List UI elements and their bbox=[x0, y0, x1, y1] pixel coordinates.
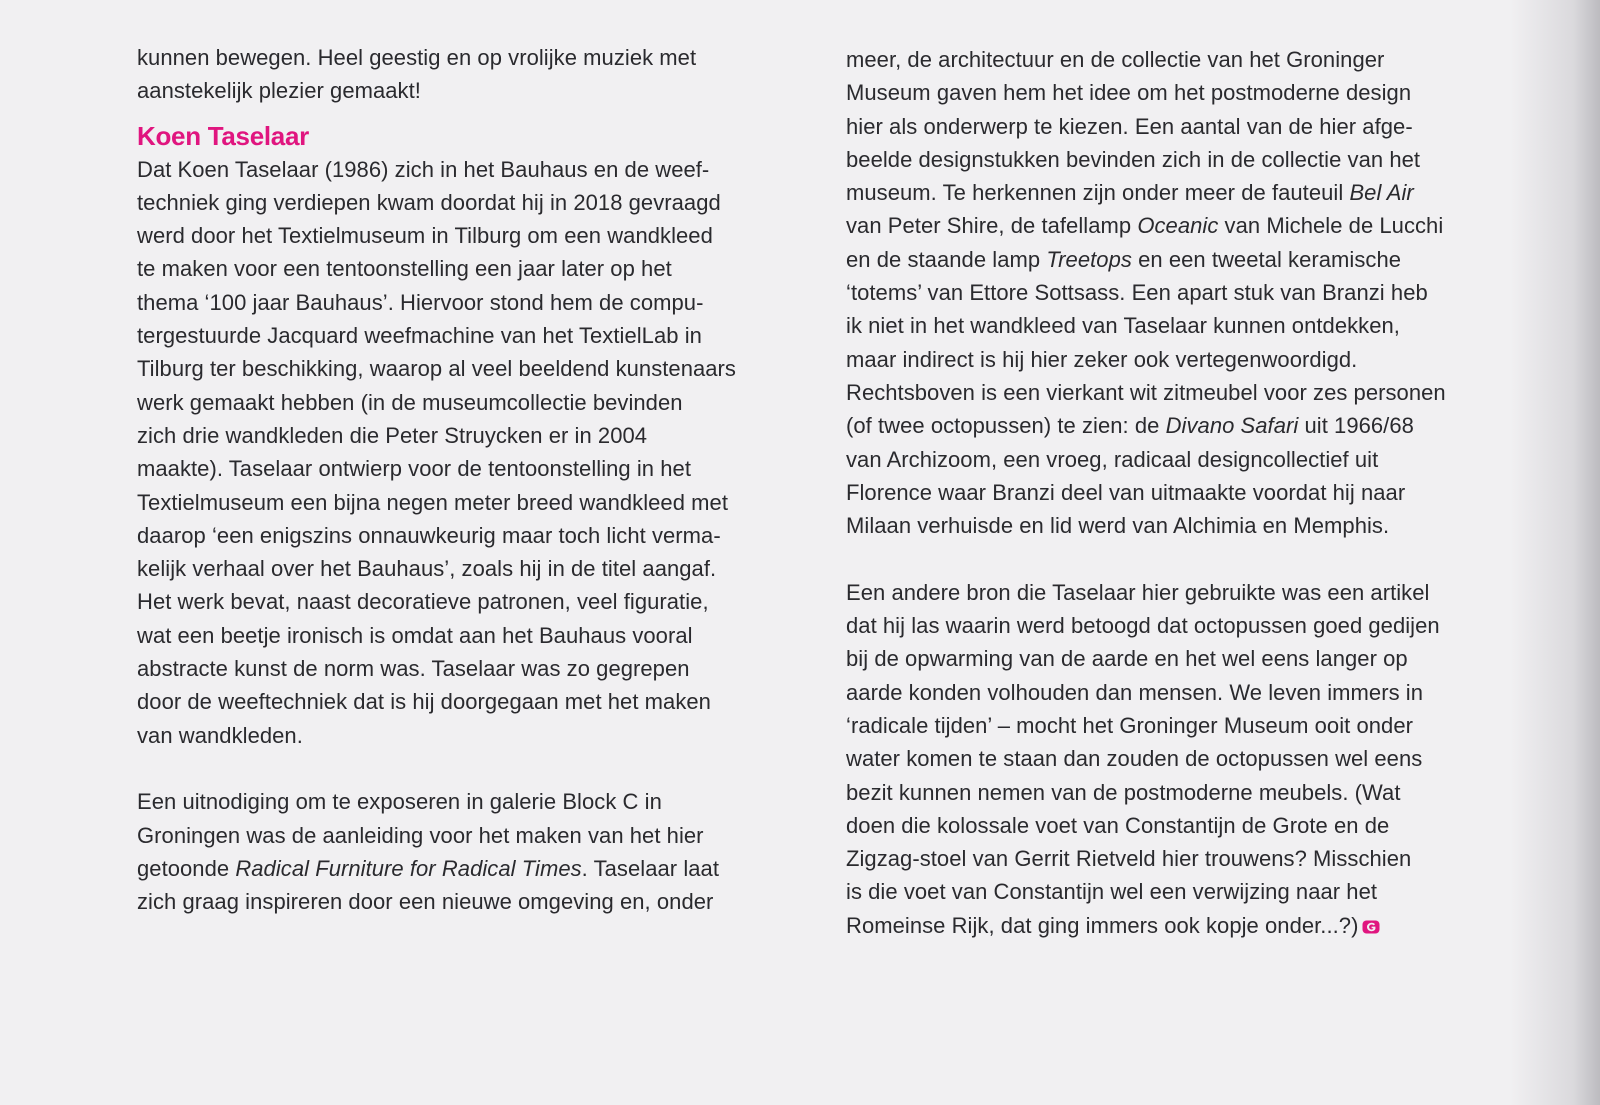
text-run: . Taselaar laat bbox=[581, 855, 719, 881]
body-text-line: meer, de architectuur en de collectie van het Groninger bbox=[846, 47, 1385, 72]
text-run: (of twee octopussen) te zien: de bbox=[846, 413, 1166, 439]
body-text-line: tergestuurde Jacquard weefmachine van het TextielLab in bbox=[137, 323, 702, 349]
body-text-line: is die voet van Constantijn wel een verwijzing naar het bbox=[846, 879, 1378, 905]
body-text-line bbox=[137, 852, 777, 885]
body-text-line: Textielmuseum een bijna negen meter breed wandkleed met bbox=[137, 489, 728, 515]
body-text-line: beelde designstukken bevinden zich in de collectie van het bbox=[846, 146, 1421, 172]
text-run: uit 1966/68 bbox=[1298, 413, 1414, 439]
body-text-line: aarde konden volhouden dan mensen. We leven immers in bbox=[846, 679, 1424, 705]
body-text-line bbox=[846, 909, 1496, 942]
body-text-line: Het werk bevat, naast decoratieve patronen, veel figuratie, bbox=[137, 589, 709, 615]
body-text-line: Milaan verhuisde en lid werd van Alchimia en Memphis. bbox=[846, 513, 1390, 539]
body-text-line: dat hij las waarin werd betoogd dat octopussen goed gedijen bbox=[846, 613, 1440, 639]
body-text-line: door de weeftechniek dat is hij doorgegaan met het maken bbox=[137, 689, 711, 715]
body-text-line: Zigzag-stoel van Gerrit Rietveld hier trouwens? Misschien bbox=[846, 846, 1412, 872]
body-text-line: kelijk verhaal over het Bauhaus’, zoals hij in de titel aangaf. bbox=[137, 556, 717, 582]
body-text-line: Dat Koen Taselaar (1986) zich in het Bauhaus en de weef- bbox=[137, 156, 710, 182]
body-text-line: Een andere bron die Taselaar hier gebruikte was een artikel bbox=[846, 579, 1430, 605]
body-text-line: doen die kolossale voet van Constantijn de Grote en de bbox=[846, 812, 1390, 838]
body-text-line: te maken voor een tentoonstelling een jaar later op het bbox=[137, 256, 672, 282]
section-heading: Koen Taselaar bbox=[137, 120, 309, 151]
body-text-line: maakte). Taselaar ontwierp voor de tentoonstelling in het bbox=[137, 456, 691, 482]
right-column bbox=[846, 43, 1496, 942]
body-text-line: kunnen bewegen. Heel geestig en op vrolijke muziek met bbox=[137, 45, 697, 70]
body-text-line: zich drie wandkleden die Peter Struycken er in 2004 bbox=[137, 422, 648, 448]
body-text-line: van Archizoom, een vroeg, radicaal designcollectief uit bbox=[846, 446, 1379, 472]
body-text-line bbox=[846, 409, 1496, 442]
body-text-line: thema ‘100 jaar Bauhaus’. Hiervoor stond hem de compu- bbox=[137, 289, 704, 315]
design-object-title: Bel Air bbox=[1349, 180, 1414, 206]
body-text-line: wat een beetje ironisch is omdat aan het Bauhaus vooral bbox=[137, 622, 693, 648]
body-text-line bbox=[846, 243, 1496, 276]
left-column bbox=[137, 41, 777, 918]
magazine-g-logo-icon bbox=[1362, 920, 1380, 934]
text-run: museum. Te herkennen zijn onder meer de fauteuil bbox=[846, 180, 1350, 206]
body-text-line: Rechtsboven is een vierkant wit zitmeubel voor zes personen bbox=[846, 379, 1446, 405]
page-edge-shadow bbox=[1510, 0, 1600, 1105]
body-text-line: maar indirect is hij hier zeker ook vertegenwoordigd. bbox=[846, 346, 1358, 372]
text-run: van Michele de Lucchi bbox=[1218, 213, 1444, 239]
body-text-line: ‘totems’ van Ettore Sottsass. Een apart stuk van Branzi heb bbox=[846, 280, 1428, 306]
text-run: van Peter Shire, de tafellamp bbox=[846, 213, 1138, 239]
body-text-line: zich graag inspireren door een nieuwe omgeving en, onder bbox=[137, 889, 714, 915]
body-text-line: Florence waar Branzi deel van uitmaakte voordat hij naar bbox=[846, 479, 1406, 505]
body-text-line: aanstekelijk plezier gemaakt! bbox=[137, 78, 421, 104]
body-text-line bbox=[846, 176, 1496, 209]
body-text-line: Museum gaven hem het idee om het postmoderne design bbox=[846, 80, 1412, 106]
paragraph-gap bbox=[846, 542, 1496, 575]
design-object-title: Oceanic bbox=[1137, 213, 1219, 239]
body-text-line: water komen te staan dan zouden de octopussen wel eens bbox=[846, 746, 1423, 772]
body-text-line: werk gemaakt hebben (in de museumcollectie bevinden bbox=[137, 389, 683, 415]
paragraph-gap bbox=[137, 752, 777, 785]
design-object-title: Divano Safari bbox=[1165, 413, 1299, 439]
design-object-title: Treetops bbox=[1046, 246, 1132, 272]
body-text-line: bij de opwarming van de aarde en het wel eens langer op bbox=[846, 646, 1408, 672]
body-text-line: abstracte kunst de norm was. Taselaar was zo gegrepen bbox=[137, 656, 690, 682]
body-text-line: ik niet in het wandkleed van Taselaar kunnen ontdekken, bbox=[846, 313, 1400, 339]
body-text-line: Tilburg ter beschikking, waarop al veel beeldend kunstenaars bbox=[137, 356, 736, 382]
body-text-line: hier als onderwerp te kiezen. Een aantal van de hier afge- bbox=[846, 113, 1413, 139]
text-run: en de staande lamp bbox=[846, 246, 1047, 272]
body-text-line: techniek ging verdiepen kwam doordat hij in 2018 gevraagd bbox=[137, 189, 721, 215]
artwork-title: Radical Furniture for Radical Times bbox=[235, 855, 582, 881]
body-text-line: van wandkleden. bbox=[137, 722, 303, 748]
body-text-line: werd door het Textielmuseum in Tilburg om een wandkleed bbox=[137, 223, 713, 249]
text-run: Romeinse Rijk, dat ging immers ook kopje onder...?) bbox=[846, 912, 1359, 938]
text-run: en een tweetal keramische bbox=[1131, 246, 1402, 272]
body-text-line: ‘radicale tijden’ – mocht het Groninger Museum ooit onder bbox=[846, 712, 1413, 738]
body-text-line: bezit kunnen nemen van de postmoderne meubels. (Wat bbox=[846, 779, 1401, 805]
body-text-line bbox=[846, 209, 1496, 242]
text-run: getoonde bbox=[137, 855, 236, 881]
body-text-line: Een uitnodiging om te exposeren in galerie Block C in bbox=[137, 789, 662, 815]
body-text-line: Groningen was de aanleiding voor het maken van het hier bbox=[137, 822, 704, 848]
body-text-line: daarop ‘een enigszins onnauwkeurig maar toch licht verma- bbox=[137, 522, 721, 548]
